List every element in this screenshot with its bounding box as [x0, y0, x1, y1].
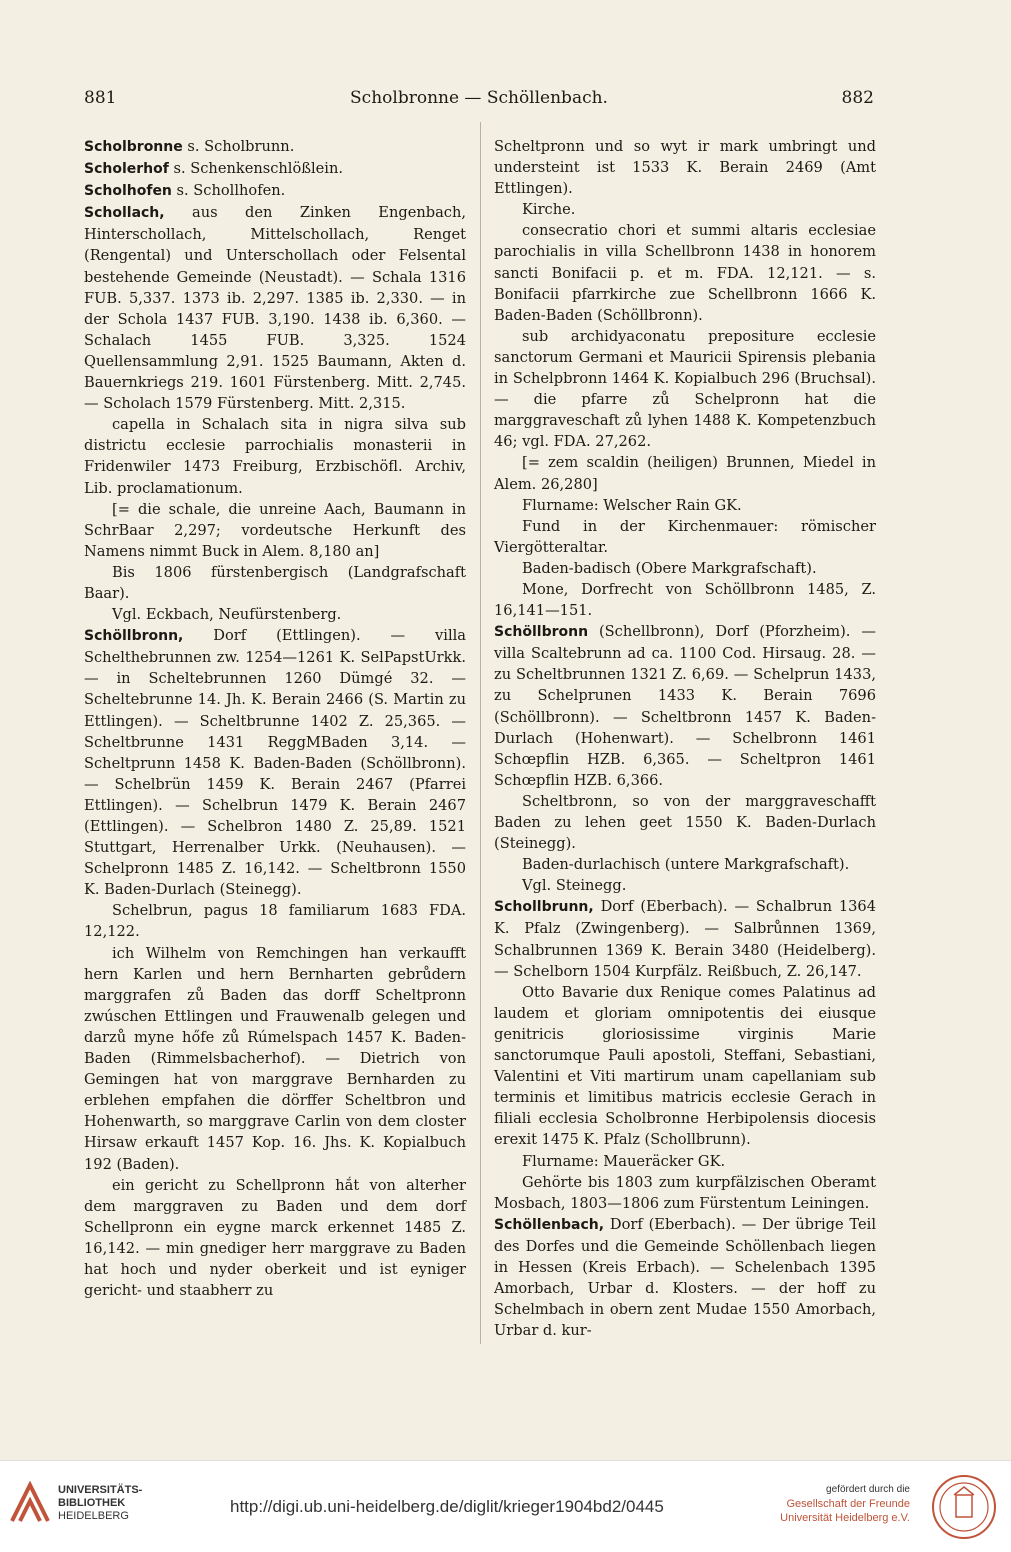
entry-headword: Scholerhof [84, 161, 169, 178]
column-divider [480, 122, 481, 1344]
library-name [58, 1484, 142, 1523]
entry-paragraph: Gehörte bis 1803 zum kurpfälzischen Oberamt Mosbach, 1803—1806 zum Fürstentum Leiningen. [494, 1173, 876, 1212]
entry-text: s. Scholbrunn. [182, 138, 295, 155]
digitization-footer [0, 1460, 1011, 1552]
entry-text: aus den Zinken Engenbach, Hinterschollach, Mittelschollach, Renget (Rengental) und Unterschollach oder Felsental bestehende Gemeinde (Neustadt). — Schala 1316 FUB. 5,337. 1373 ib. 2,297. 1385 ib. 2,330. — in der Schola 1437 FUB. 3,190. 1438 ib. 6,360. — Schalach 1455 FUB. 3,325. 1524 Quellensammlung 2,91. 1525 Baumann, Akten d. Bauernkriegs 219. 1601 Fürstenberg. Mitt. 2,745. — Scholach 1579 Fürstenberg. Mitt. 2,315. [84, 204, 466, 413]
entry-paragraph: Fund in der Kirchenmauer: römischer Viergötteraltar. [494, 517, 876, 556]
entry-paragraph: Bis 1806 fürstenbergisch (Landgrafschaft Baar). [84, 563, 466, 602]
permalink-url[interactable]: http://digi.ub.uni-heidelberg.de/diglit/krieger1904bd2/0445 [230, 1497, 664, 1516]
entry-paragraph: [= die schale, die unreine Aach, Baumann in SchrBaar 2,297; vordeutsche Herkunft des Namens nimmt Buck in Alem. 8,180 an] [84, 500, 466, 560]
entry-text: s. Schollhofen. [171, 182, 286, 200]
entry-paragraph: sub archidyaconatu prepositure ecclesie sanctorum Germani et Mauricii Spirensis plebania in Schelpbronn 1464 K. Kopialbuch 296 (Bruchsal). — die pfarre zů Schelpronn hat die marggraveschaft zů lyhen 1488 K. Kompetenzbuch 46; vgl. FDA. 27,262. [494, 327, 876, 451]
left-column [84, 136, 466, 1301]
sponsor-note [778, 1483, 910, 1525]
entry-paragraph: Baden-badisch (Obere Markgrafschaft). [522, 559, 817, 577]
entry [84, 180, 466, 202]
sponsor-line: gefördert durch die [826, 1484, 910, 1495]
entry-headword: Schöllbronn [494, 624, 589, 641]
sponsor-line: Universität Heidelberg e.V. [780, 1512, 910, 1524]
entry-text: Dorf (Eberbach). — Schalbrun 1364 K. Pfalz (Zwingenberg). — Salbrůnnen 1369, Schalbrunnen 1369 K. Berain 3480 (Heidelberg). — Schelborn 1504 Kurpfälz. Reißbuch, Z. 26,147. [494, 898, 876, 980]
entry-paragraph: Flurname: Welscher Rain GK. [522, 496, 742, 514]
running-header [84, 88, 874, 114]
entry-paragraph: Kirche. [522, 201, 576, 219]
library-name-line: HEIDELBERG [58, 1510, 129, 1522]
entry-text: s. Schenkenschlößlein. [168, 160, 344, 178]
right-column [494, 136, 876, 1341]
entry-continuation: Scheltpronn und so wyt ir mark umbringt und understeint ist 1533 K. Berain 2469 (Amt Ettlingen). [494, 138, 876, 198]
entry-paragraph: Vgl. Steinegg. [522, 877, 627, 895]
running-title: Scholbronne — Schöllenbach. [350, 88, 608, 108]
sponsor-line: Gesellschaft der Freunde [786, 1498, 910, 1510]
entry [84, 202, 466, 414]
entry-paragraph: Otto Bavarie dux Renique comes Palatinus ad laudem et gloriam omnipotentis dei eiusque genitricis gloriosissime virginis Marie sanctorumque Pauli apostoli, Steffani, Sebastiani, Valentini et Viti martirum unam capellaniam sub terminis et limitibus matricis ecclesie Gerach in filiali ecclesia Scholbronne Herbipolensis diocesis erexit 1475 K. Pfalz (Schollbrunn). [494, 983, 876, 1149]
entry-paragraph: Vgl. Eckbach, Neufürstenberg. [112, 606, 342, 624]
entry-paragraph: ein gericht zu Schellpronn hắt von alterher dem marggraven zu Baden und dem dorf Schellpronn ein eygne marck erkennet 1485 Z. 16,142. — min gnediger herr marggrave zu Baden hat hoch und nyder oberkeit und ist eyniger gericht- und staabherr zu [84, 1176, 466, 1300]
entry [84, 136, 466, 158]
entry-paragraph: Baden-durlachisch (untere Markgrafschaft). [522, 856, 850, 874]
entry-paragraph: Schelbrun, pagus 18 familiarum 1683 FDA. 12,122. [84, 902, 466, 941]
entry-paragraph: Flurname: Maueräcker GK. [522, 1152, 726, 1170]
entry-text: (Schellbronn), Dorf (Pforzheim). — villa Scaltebrunn ad ca. 1100 Cod. Hirsaug. 28. — zu Scheltbrunnen 1321 Z. 6,69. — Schelprun 1433, zu Schelprunen 1433 K. Berain 7696 (Schöllbronn). — Scheltbronn 1457 K. Baden-Durlach (Hohenwart). — Schelbronn 1461 Schœpflin HZB. 6,365. — Scheltpron 1461 Schœpflin HZB. 6,366. [494, 623, 876, 789]
entry-headword: Scholhofen [84, 183, 172, 200]
entry-paragraph: consecratio chori et summi altaris ecclesiae parochialis in villa Schellbronn 1438 in honorem sancti Bonifacii p. et m. FDA. 12,121. — s. Bonifacii pfarrkirche zue Schellbronn 1666 K. Baden-Baden (Schöllbronn). [494, 222, 876, 324]
entry-paragraph: ich Wilhelm von Remchingen han verkaufft hern Karlen und hern Bernharten gebrůdern marggrafen zů Baden das dorff Scheltpronn zwúschen Ettlingen und Frauwenalb gelegen und darzů myne hőfe zů Rúmelspach 1457 K. Baden-Baden (Rimmelsbacherhof). — Dietrich von Gemingen hat von marggrave Bernharden zu erblehen empfahen die dörffer Scheltbron und Hohenwarth, so marggrave Carlin von dem closter Hirsaw erkauft 1457 Kop. 16. Jhs. K. Kopialbuch 192 (Baden). [84, 944, 466, 1173]
entry-headword: Schöllbronn, [84, 628, 184, 645]
entry-text: Dorf (Eberbach). — Der übrige Teil des Dorfes und die Gemeinde Schöllenbach liegen in Hessen (Kreis Erbach). — Schelenbach 1395 Amorbach, Urbar d. Klosters. — der hoff zu Schelmbach in obern zent Mudae 1550 Amorbach, Urbar d. kur- [494, 1215, 876, 1340]
page-number-left: 881 [84, 88, 117, 108]
entry-headword: Schollbrunn, [494, 899, 594, 916]
entry [494, 1214, 876, 1342]
library-name-line: BIBLIOTHEK [58, 1497, 126, 1509]
entry-headword: Scholbronne [84, 139, 183, 155]
university-seal-icon [930, 1473, 998, 1541]
entry-paragraph: [= zem scaldin (heiligen) Brunnen, Miedel in Alem. 26,280] [494, 454, 876, 493]
entry [494, 621, 876, 791]
entry-text: Dorf (Ettlingen). — villa Schelthebrunnen zw. 1254—1261 K. SelPapstUrkk. — in Scheltebrunnen 1260 Dümgé 32. — Scheltebrunne 14. Jh. K. Berain 2466 (S. Martin zu Ettlingen). — Scheltbrunne 1402 Z. 25,365. — Scheltbrunne 1431 ReggMBaden 3,14. — Scheltprunn 1458 K. Baden-Baden (Schöllbronn). — Schelbrün 1459 K. Berain 2467 (Pfarrei Ettlingen). — Schelbrun 1479 K. Berain 2467 (Ettlingen). — Schelbron 1480 Z. 25,89. 1521 Stuttgart, Herrenalber Urkk. (Neuhausen). — Schelpronn 1485 Z. 16,142. — Scheltbronn 1550 K. Baden-Durlach (Steinegg). [84, 627, 466, 899]
entry-paragraph: capella in Schalach sita in nigra silva sub districtu ecclesie parrochialis monasterii in Fridenwiler 1473 Freiburg, Erzbischöfl. Archiv, Lib. proclamationum. [84, 416, 466, 497]
entry-headword: Schollach, [84, 205, 165, 222]
entry [84, 158, 466, 180]
entry-headword: Schöllenbach, [494, 1216, 605, 1233]
library-name-line: UNIVERSITÄTS- [58, 1484, 143, 1496]
page-number-right: 882 [841, 88, 874, 108]
library-logo-icon [8, 1481, 52, 1525]
entry-paragraph: Mone, Dorfrecht von Schöllbronn 1485, Z. 16,141—151. [494, 580, 876, 620]
entry-paragraph: Scheltbronn, so von der marggraveschafft Baden zu lehen geet 1550 K. Baden-Durlach (Steinegg). [494, 792, 876, 853]
entry [84, 625, 466, 900]
entry [494, 896, 876, 981]
